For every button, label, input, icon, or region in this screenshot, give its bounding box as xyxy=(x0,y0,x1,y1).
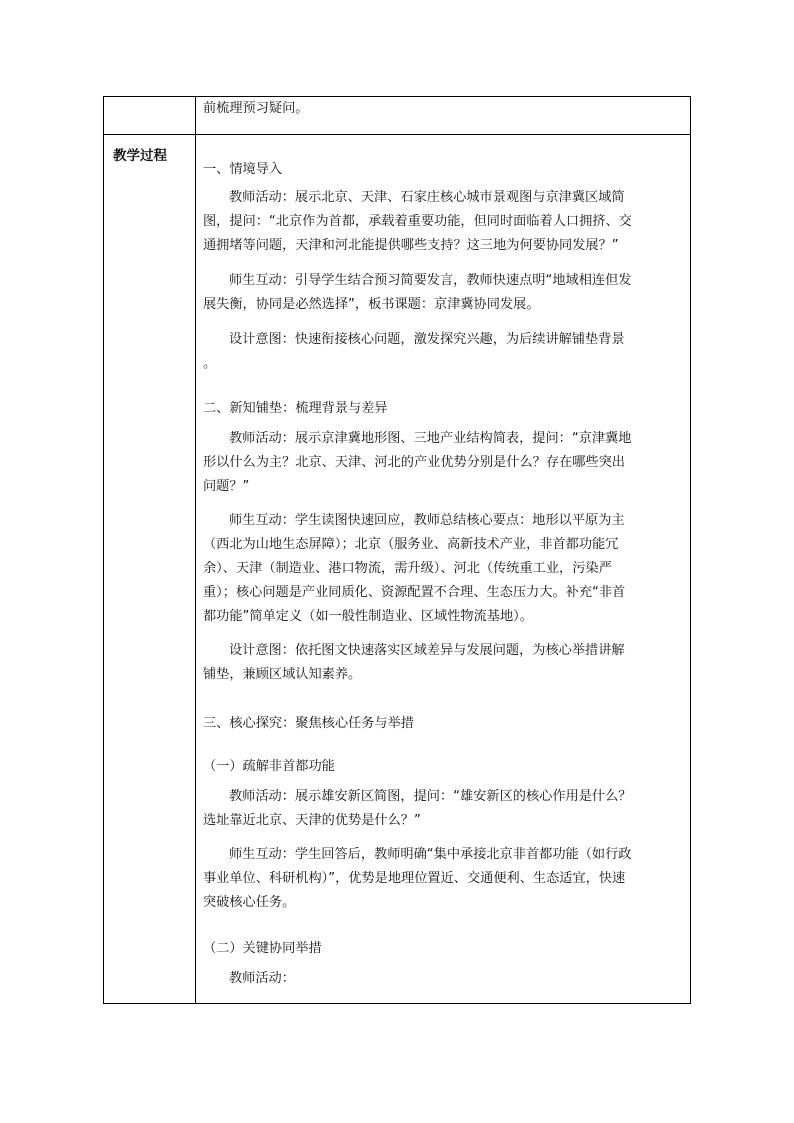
paragraph-line: 余）、天津（制造业、港口物流，需升级）、河北（传统重工业，污染严 xyxy=(203,561,612,576)
paragraph-line: 突破核心任务。 xyxy=(203,895,296,910)
paragraph-line: 重）；核心问题是产业同质化、资源配置不合理、生态压力大。补充“非首 xyxy=(203,585,626,600)
paragraph-line: 都功能”简单定义（如一般性制造业、区域性物流基地）。 xyxy=(203,609,533,624)
paragraph-line: 选址靠近北京、天津的优势是什么？” xyxy=(203,813,421,828)
paragraph-line: 教师活动：展示雄安新区简图，提问：“雄安新区的核心作用是什么？ xyxy=(229,789,632,804)
paragraph-line: 教师活动：展示京津冀地形图、三地产业结构简表，提问：“京津冀地 xyxy=(229,431,632,446)
paragraph-line: 教师活动：展示北京、天津、石家庄核心城市景观图与京津冀区域简 xyxy=(229,190,625,205)
paragraph-line: 师生互动：引导学生结合预习简要发言，教师快速点明“地域相连但发 xyxy=(229,273,632,288)
subsection-heading: （一）疏解非首都功能 xyxy=(203,759,335,774)
paragraph-line: 铺垫，兼顾区域认知素养。 xyxy=(203,667,362,682)
paragraph-line: （西北为山地生态屏障）；北京（服务业、高新技术产业，非首都功能冗 xyxy=(203,537,619,552)
lesson-plan-table xyxy=(103,96,691,1004)
subsection-heading: （二）关键协同举措 xyxy=(203,941,322,956)
paragraph-line: 设计意图：依托图文快速落实区域差异与发展问题，为核心举措讲解 xyxy=(229,643,625,658)
section-heading: 一、情境导入 xyxy=(203,162,283,177)
paragraph-line: 问题？” xyxy=(203,479,250,494)
paragraph-line: 图，提问：“北京作为首都，承载着重要功能，但同时面临着人口拥挤、交 xyxy=(203,214,632,229)
paragraph-line: 师生互动：学生读图快速回应，教师总结核心要点：地形以平原为主 xyxy=(229,513,625,528)
row1-content: 前梳理预习疑问。 xyxy=(203,101,309,116)
paragraph-line: 展失衡，协同是必然选择”，板书课题：京津冀协同发展。 xyxy=(203,297,540,312)
paragraph-line: 设计意图：快速衔接核心问题，激发探究兴趣，为后续讲解铺垫背景 xyxy=(229,332,625,347)
column-divider xyxy=(195,97,196,1003)
paragraph-line: 教师活动： xyxy=(229,971,295,986)
row2-label: 教学过程 xyxy=(113,148,167,164)
section-heading: 二、新知铺垫：梳理背景与差异 xyxy=(203,401,388,416)
paragraph-line: 形以什么为主？北京、天津、河北的产业优势分别是什么？存在哪些突出 xyxy=(203,455,625,470)
section-heading: 三、核心探究：聚焦核心任务与举措 xyxy=(203,716,414,731)
row-divider xyxy=(104,134,690,135)
paragraph-line: 师生互动：学生回答后，教师明确“集中承接北京非首都功能（如行政 xyxy=(229,847,632,862)
paragraph-line: 。 xyxy=(203,356,217,371)
paragraph-line: 通拥堵等问题，天津和河北能提供哪些支持？这三地为何要协同发展？” xyxy=(203,238,619,253)
paragraph-line: 事业单位、科研机构）”，优势是地理位置近、交通便利、生态适宜，快速 xyxy=(203,871,626,886)
